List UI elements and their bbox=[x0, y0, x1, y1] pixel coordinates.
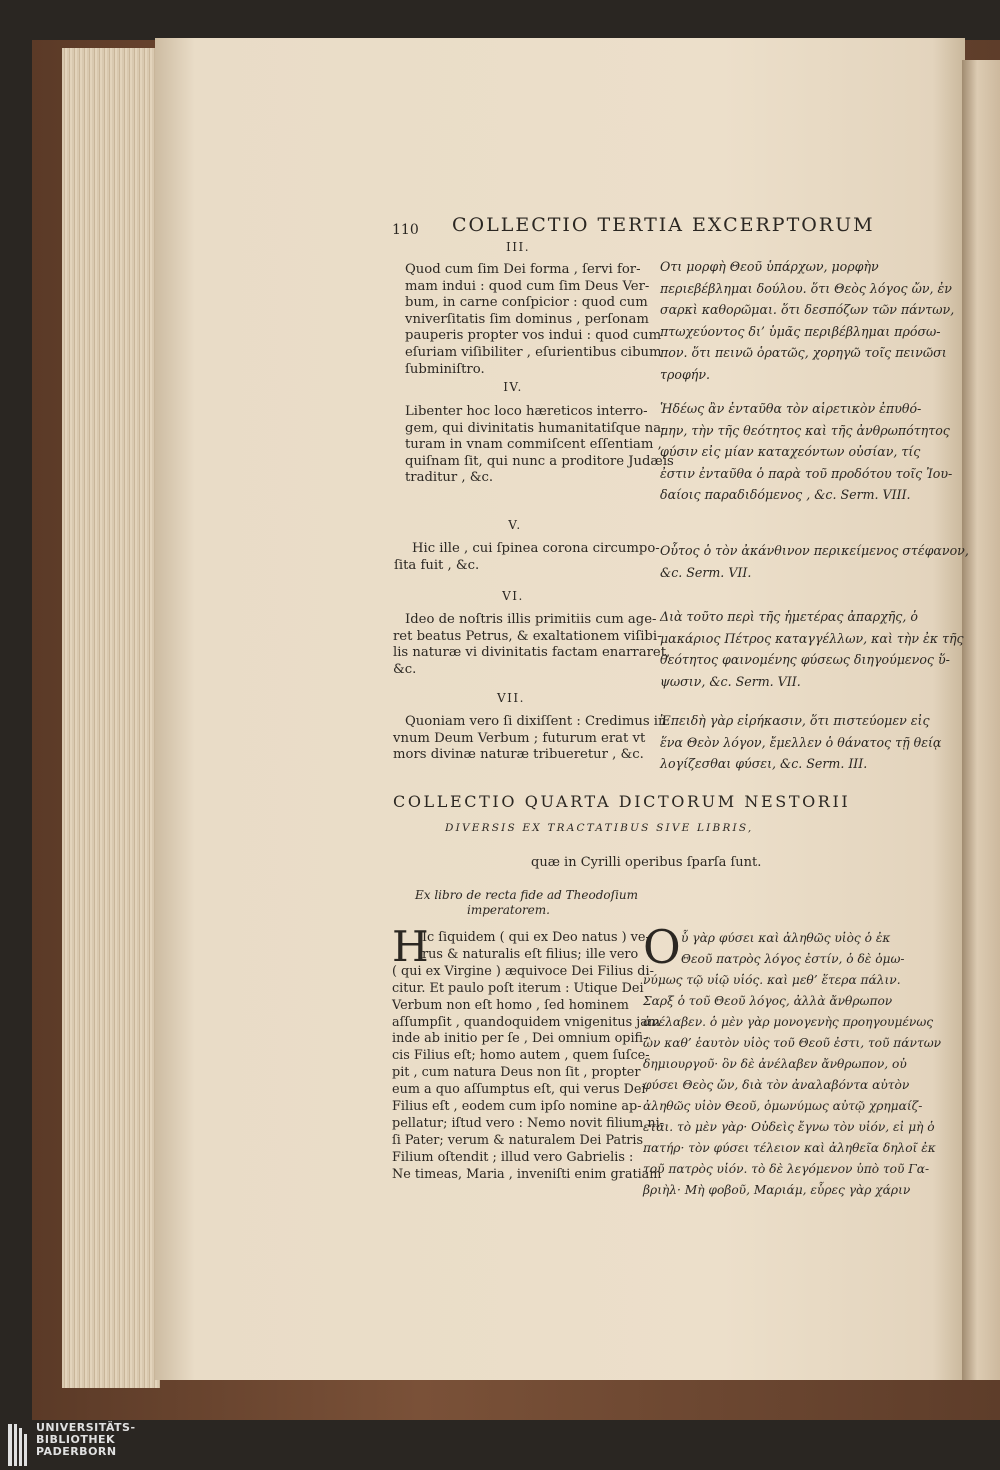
text-line: aſſumpſit , quandoquidem vnigenitus jam bbox=[392, 1014, 660, 1030]
text-line: πον. ὅτι πεινῶ ὁρατῶς, χορηγῶ τοῖς πεινῶσι bbox=[660, 345, 947, 360]
text-line: mors divinæ naturæ tribueretur , &c. bbox=[393, 747, 644, 763]
text-line: ἐστιν ἐνταῦθα ὁ παρὰ τοῦ προδότου τοῖς Ἰου- bbox=[660, 465, 953, 481]
library-line: PADERBORN bbox=[36, 1445, 117, 1458]
text-line: Verbum non eſt homo , ſed hominem bbox=[392, 997, 629, 1013]
text-line: Quod cum ſim Dei forma , ſervi for- bbox=[405, 262, 641, 277]
text-line: εται. τὸ μὲν γὰρ· Οὐδεὶς ἔγνω τὸν υἱόν, εἰ μὴ ὁ bbox=[643, 1120, 935, 1134]
text-line: μακάριος Πέτρος καταγγέλλων, καὶ τὴν ἐκ τῆς bbox=[660, 630, 964, 646]
text-line: δημιουργοῦ· ὃν δὲ ἀνέλαβεν ἄνθρωπον, οὐ bbox=[643, 1057, 907, 1071]
text-line: Ἐπειδὴ γὰρ εἰρήκασιν, ὅτι πιστεύομεν εἰς bbox=[660, 713, 930, 728]
text-line: &c. bbox=[393, 661, 417, 677]
page-number: 110 bbox=[392, 222, 419, 238]
page-edges bbox=[62, 48, 160, 1388]
text-line: Διὰ τοῦτο περὶ τῆς ἡμετέρας ἀπαρχῆς, ὁ bbox=[660, 609, 918, 624]
text-line: vnum Deum Verbum ; futurum erat vt bbox=[393, 730, 646, 746]
text-line: Ne timeas, Maria , inveniſti enim gratiam bbox=[392, 1166, 662, 1182]
greek-text bbox=[660, 398, 952, 506]
latin-text bbox=[393, 714, 667, 764]
greek-text bbox=[660, 710, 941, 775]
latin-text bbox=[405, 262, 662, 378]
text-line: λογίζεσθαι φύσει, &c. Serm. III. bbox=[660, 756, 868, 771]
collection-title: COLLECTIO QUARTA DICTORUM NESTORII bbox=[393, 792, 851, 811]
text-line: Οτι μορφὴ Θεοῦ ὑπάρχων, μορφὴν bbox=[660, 259, 879, 274]
text-line: Θεοῦ πατρὸς λόγος ἐστίν, ὁ δὲ ὁμω- bbox=[681, 952, 905, 966]
text-line: citur. Et paulo poſt iterum : Utique Dei bbox=[392, 980, 644, 996]
greek-text bbox=[660, 606, 964, 692]
text-line: pauperis propter vos indui : quod cum bbox=[405, 328, 662, 344]
text-line: Libenter hoc loco hæreticos interro- bbox=[405, 404, 648, 419]
text-line: τοῦ πατρὸς υἱόν. τὸ δὲ λεγόμενον ὑπὸ τοῦ Γα- bbox=[643, 1162, 930, 1176]
text-line: lis naturæ vi divinitatis factam enarraret, bbox=[393, 645, 671, 661]
text-line: σαρκὶ καθορῶμαι. ὅτι δεσπόζων τῶν πάντων, bbox=[660, 302, 955, 317]
text-line: imperatorem. bbox=[467, 903, 550, 917]
section-numeral: V. bbox=[508, 518, 522, 532]
text-line: φύσει Θεὸς ὤν, διὰ τὸν ἀναλαβόντα αὐτὸν bbox=[643, 1078, 910, 1092]
text-line: βριὴλ· Μὴ φοβοῦ, Μαριάμ, εὗρες γὰρ χάριν bbox=[643, 1183, 911, 1197]
text-line: δαίοις παραδιδόμενος , &c. Serm. VIII. bbox=[660, 487, 911, 502]
text-line: turam in vnam commiſcent eſſentiam , bbox=[405, 437, 662, 453]
text-line: mam indui : quod cum ſim Deus Ver- bbox=[405, 278, 650, 294]
text-line: eum a quo aſſumptus eſt, qui verus Dei bbox=[392, 1082, 646, 1098]
text-line: Filius eſt , eodem cum ipſo nomine ap- bbox=[392, 1099, 642, 1115]
latin-text bbox=[394, 541, 660, 574]
text-line: vniverſitatis ſim dominus , perſonam bbox=[405, 311, 649, 327]
library-line: BIBLIOTHEK bbox=[36, 1433, 116, 1446]
text-line: ἕνα Θεὸν λόγον, ἔμελλεν ὁ θάνατος τῇ θείᾳ bbox=[660, 734, 942, 750]
text-line: ſubminiſtro. bbox=[405, 361, 485, 377]
text-line: inde ab initio per ſe , Dei omnium opifi- bbox=[392, 1031, 648, 1047]
text-line: Hic ille , cui ſpinea corona circumpo- bbox=[412, 541, 660, 556]
text-line: ὢν καθ’ ἑαυτὸν υἱὸς τοῦ Θεοῦ ἐστι, τοῦ πάντων bbox=[643, 1036, 942, 1050]
section-numeral: III. bbox=[505, 240, 531, 254]
text-line: Ex libro de recta fide ad Theodoſium bbox=[415, 888, 639, 902]
text-line: Quoniam vero ſi dixiſſent : Credimus in bbox=[405, 714, 667, 729]
text-line: Ideo de noſtris illis primitiis cum age- bbox=[405, 612, 657, 627]
text-line: θεότητος φαινομένης φύσεως διηγούμενος ὕ- bbox=[660, 652, 950, 667]
text-line: gem, qui divinitatis humanitatiſque na- bbox=[405, 420, 666, 436]
text-line: πατήρ· τὸν φύσει τέλειον καὶ ἀληθεῖα δηλοῖ ἐκ bbox=[643, 1141, 936, 1155]
text-line: τροφήν. bbox=[660, 366, 710, 382]
text-line: rus & naturalis eſt filius; ille vero bbox=[422, 946, 639, 962]
text-line: ( qui ex Virgine ) æquivoce Dei Filius di- bbox=[392, 963, 654, 979]
running-head-title: COLLECTIO TERTIA EXCERPTORUM bbox=[452, 214, 875, 236]
text-line: &c. Serm. VII. bbox=[660, 564, 752, 580]
text-line: περιεβέβλημαι δούλου. ὅτι Θεὸς λόγος ὤν, ἐν bbox=[660, 280, 952, 296]
text-line: ὗ γὰρ φύσει καὶ ἀληθῶς υἱὸς ὁ ἐκ bbox=[681, 931, 891, 945]
source-heading bbox=[415, 888, 638, 918]
text-line: traditur , &c. bbox=[405, 470, 494, 486]
text-line: eſuriam viſibiliter , eſurientibus cibum bbox=[405, 344, 662, 360]
section-numeral: VI. bbox=[502, 589, 524, 603]
greek-text bbox=[643, 928, 941, 1201]
text-line: bum, in carne conſpicior : quod cum bbox=[405, 295, 648, 311]
drop-cap-greek: Ο bbox=[643, 920, 681, 974]
text-line: pellatur; iſtud vero : Nemo novit filium ni- bbox=[392, 1115, 664, 1131]
text-line: πτωχεύοντος δι’ ὑμᾶς περιβέβλημαι πρόσω- bbox=[660, 323, 941, 339]
text-line: φύσιν εἰς μίαν καταχεόντων οὐσίαν, τίς bbox=[660, 444, 921, 459]
latin-text bbox=[393, 612, 671, 678]
collection-subtitle: DIVERSIS EX TRACTATIBUS SIVE LIBRIS, bbox=[445, 822, 754, 834]
latin-text bbox=[405, 404, 674, 487]
text-line: ἀληθῶς υἱὸν Θεοῦ, ὁμωνύμως αὐτῷ χρημαίζ- bbox=[643, 1099, 923, 1113]
library-logo-icon bbox=[8, 1424, 30, 1466]
library-name bbox=[36, 1422, 136, 1458]
text-line: ἀνέλαβεν. ὁ μὲν γὰρ μονογενὴς προηγουμένως bbox=[643, 1015, 934, 1029]
text-line: Ic ſiquidem ( qui ex Deo natus ) ve- bbox=[422, 930, 650, 945]
collection-subtitle-2: quæ in Cyrilli operibus ſparſa ſunt. bbox=[531, 855, 762, 870]
drop-cap-latin: H bbox=[392, 922, 429, 971]
library-line: UNIVERSITÄTS- bbox=[36, 1421, 136, 1434]
greek-text bbox=[660, 540, 969, 583]
text-line: cis Filius eſt; homo autem , quem ſuſce- bbox=[392, 1048, 650, 1064]
text-line: Filium oſtendit ; illud vero Gabrielis : bbox=[392, 1149, 634, 1165]
text-line: quiſnam ſit, qui nunc a proditore Judæis bbox=[405, 453, 674, 469]
text-line: ſi Pater; verum & naturalem Dei Patris bbox=[392, 1132, 644, 1148]
section-numeral: VII. bbox=[497, 691, 525, 705]
text-line: νύμως τῷ υἱῷ υἱός. καὶ μεθ’ ἕτερα πάλιν. bbox=[643, 973, 901, 987]
text-line: Σαρξ ὁ τοῦ Θεοῦ λόγος, ἀλλὰ ἄνθρωπον bbox=[643, 994, 893, 1008]
text-line: Οὗτος ὁ τὸν ἀκάνθινον περικείμενος στέφανον, bbox=[660, 543, 969, 558]
text-line: ſita fuit , &c. bbox=[394, 557, 480, 573]
facing-page-edge bbox=[962, 60, 1000, 1380]
greek-text bbox=[660, 256, 954, 385]
footer-bar bbox=[0, 1420, 1000, 1470]
section-numeral: IV. bbox=[503, 380, 523, 394]
latin-text bbox=[392, 930, 664, 1184]
text-line: ψωσιν, &c. Serm. VII. bbox=[660, 673, 801, 689]
text-line: Ἡδέως ἂν ἐνταῦθα τὸν αἱρετικὸν ἐπυθό- bbox=[660, 401, 922, 416]
text-line: pit , cum natura Deus non ſit , propter bbox=[392, 1065, 641, 1081]
text-line: μην, τὴν τῆς θεότητος καὶ τῆς ἀνθρωπότητος bbox=[660, 422, 950, 438]
text-line: ret beatus Petrus, & exaltationem viſibi- bbox=[393, 628, 662, 644]
